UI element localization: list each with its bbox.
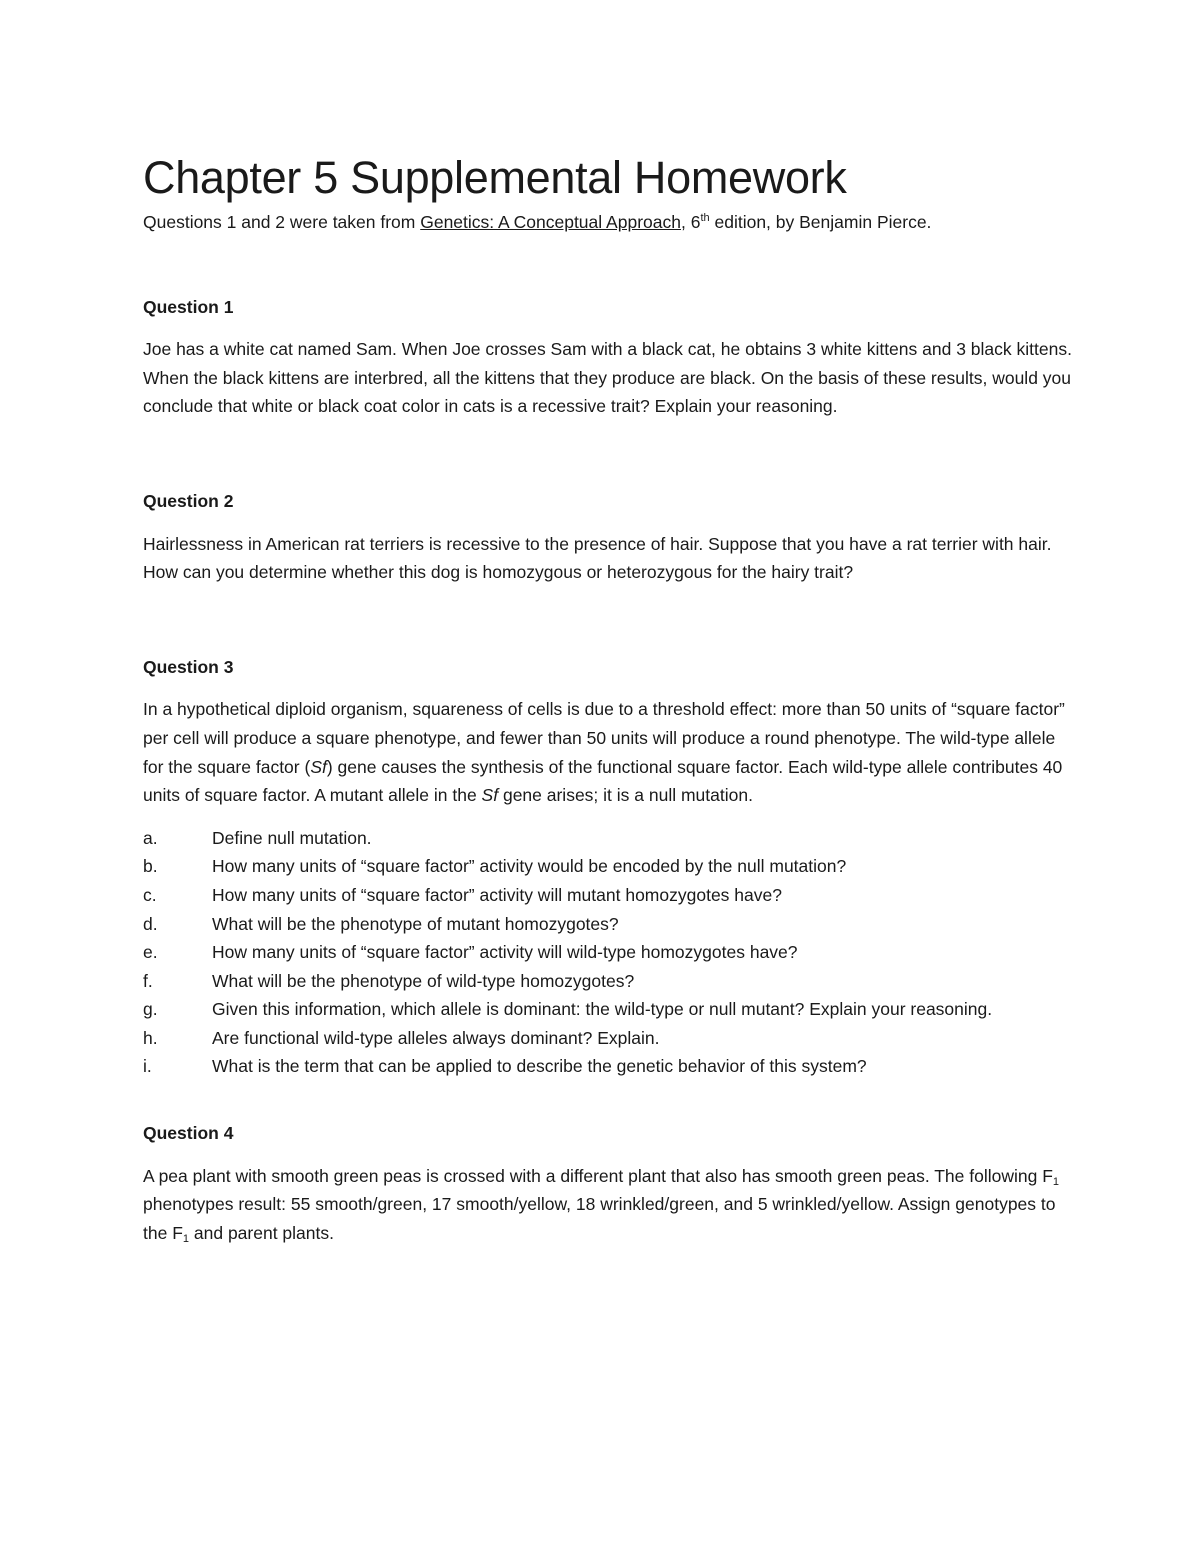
question-3-heading: Question 3 [143,656,234,677]
question-2-body: Hairlessness in American rat terriers is recessive to the presence of hair. Suppose that you have a rat terrier with hair. How can you determine whether this dog is homozygous or heterozygous for the hairy trait? [143,533,1052,583]
gene-symbol: Sf [310,756,327,777]
list-item [143,938,1073,967]
source-note [143,208,1073,237]
question-4-body-part1: A pea plant with smooth green peas is crossed with a different plant that also has smooth green peas. The following F [143,1165,1053,1186]
question-4-body-part2: phenotypes result: 55 smooth/green, 17 smooth/yellow, 18 wrinkled/green, and 5 wrinkled/yellow. Assign genotypes to the F [143,1194,1056,1243]
question-3-body [143,695,1073,809]
list-item-text: What will be the phenotype of wild-type homozygotes? [212,970,635,991]
list-item-text: What is the term that can be applied to describe the genetic behavior of this system? [212,1056,867,1077]
list-item [143,995,1073,1024]
question-1-heading: Question 1 [143,296,234,317]
source-note-edition: , 6 [680,212,701,232]
question-2-heading: Question 2 [143,490,234,511]
book-title: Genetics: A Conceptual Approach [420,212,681,232]
list-item-text: Define null mutation. [212,827,372,848]
question-3-body-part3: gene arises; it is a null mutation. [498,785,753,806]
list-marker: f. [143,970,153,991]
f1-subscript: 1 [1052,1175,1060,1188]
question-4-body-part3: and parent plants. [189,1222,334,1243]
document-content [143,152,1073,1247]
list-item [143,824,1073,853]
source-note-suffix: edition, by Benjamin Pierce. [709,212,932,232]
list-marker: g. [143,999,158,1020]
list-item [143,1052,1073,1081]
list-marker: i. [143,1056,152,1077]
question-3-body-part2: ) gene causes the synthesis of the functional square factor. Each wild-type allele contributes 40 units of square factor. A mutant allele in the [143,756,1063,806]
list-item [143,910,1073,939]
f1-subscript: 1 [182,1232,190,1245]
list-marker: b. [143,856,158,877]
list-item-text: How many units of “square factor” activity will mutant homozygotes have? [212,884,782,905]
question-3-body-part1: In a hypothetical diploid organism, squareness of cells is due to a threshold effect: more than 50 units of “square factor” per cell will produce a square phenotype, and fewer than 50 units will produce a round phenotype. The wild-type allele for the square factor ( [143,699,1065,777]
list-item-text: How many units of “square factor” activity will wild-type homozygotes have? [212,942,798,963]
list-marker: c. [143,884,157,905]
list-item [143,852,1073,881]
list-item [143,881,1073,910]
list-item [143,1024,1073,1053]
edition-superscript: th [700,212,710,224]
list-marker: h. [143,1027,158,1048]
list-marker: d. [143,913,158,934]
list-item-text: How many units of “square factor” activity would be encoded by the null mutation? [212,856,847,877]
question-3-subquestions [143,824,1073,1081]
gene-symbol: Sf [481,785,499,806]
list-item-text: Are functional wild-type alleles always dominant? Explain. [212,1027,660,1048]
question-4-heading: Question 4 [143,1123,234,1144]
list-marker: a. [143,827,158,848]
source-note-prefix: Questions 1 and 2 were taken from [143,212,421,232]
list-item [143,967,1073,996]
page-title: Chapter 5 Supplemental Homework [143,152,847,203]
list-item-text: What will be the phenotype of mutant homozygotes? [212,913,619,934]
list-marker: e. [143,942,158,963]
question-1-body: Joe has a white cat named Sam. When Joe crosses Sam with a black cat, he obtains 3 white kittens and 3 black kittens. When the black kittens are interbred, all the kittens that they produce are black. On the basis of these results, would you conclude that white or black coat color in cats is a recessive trait? Explain your reasoning. [143,339,1072,417]
question-4-body [143,1162,1073,1248]
list-item-text: Given this information, which allele is dominant: the wild-type or null mutant? Explain your reasoning. [212,999,993,1020]
